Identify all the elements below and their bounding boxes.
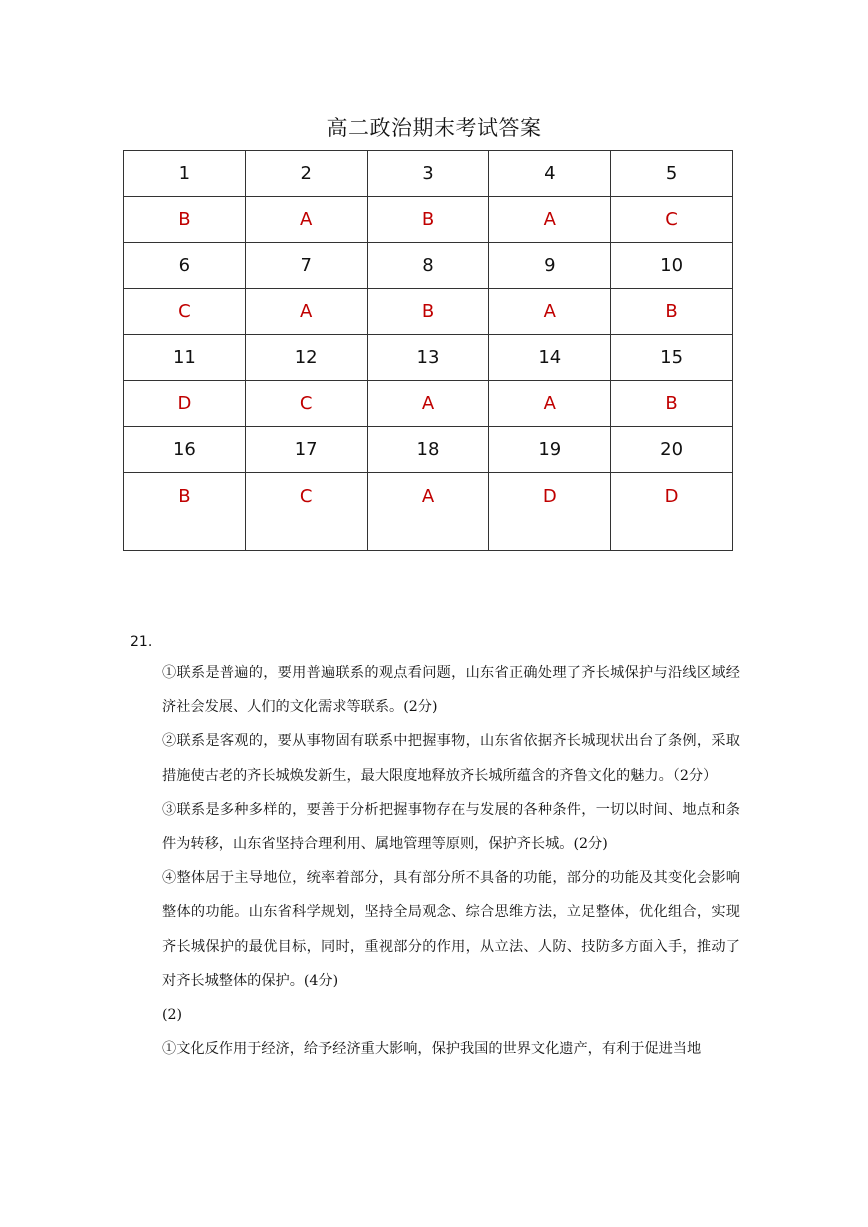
- answer-letter-cell: B: [367, 289, 489, 335]
- answer-letter-cell: C: [124, 289, 246, 335]
- question-number-cell: 4: [489, 151, 611, 197]
- answer-letter-cell: C: [245, 381, 367, 427]
- answer-table: [123, 150, 733, 551]
- answer-key-row: [124, 381, 733, 427]
- question-number-row: [124, 243, 733, 289]
- question-number-cell: 5: [611, 151, 733, 197]
- answer-letter-cell: A: [489, 197, 611, 243]
- question-number-cell: 11: [124, 335, 246, 381]
- question-number-cell: 8: [367, 243, 489, 289]
- question-number-cell: 16: [124, 427, 246, 473]
- question-number-cell: 13: [367, 335, 489, 381]
- answer-letter-cell: D: [611, 473, 733, 551]
- answer-letter-cell: A: [367, 473, 489, 551]
- question-number-cell: 9: [489, 243, 611, 289]
- question-number-cell: 7: [245, 243, 367, 289]
- answer-paragraph: (2): [162, 1007, 183, 1024]
- answer-letter-cell: A: [245, 289, 367, 335]
- question-number: 21.: [130, 634, 153, 650]
- answer-key-row: [124, 197, 733, 243]
- answer-letter-cell: A: [367, 381, 489, 427]
- question-number-cell: 10: [611, 243, 733, 289]
- answer-paragraph: ③联系是多种多样的，要善于分析把握事物存在与发展的各种条件，一切以时间、地点和条件为转移，山东省坚持合理利用、属地管理等原则，保护齐长城。(2分): [162, 801, 740, 853]
- answer-letter-cell: C: [611, 197, 733, 243]
- answer-letter-cell: B: [124, 473, 246, 551]
- question-21-answer: [162, 656, 740, 1066]
- question-number-cell: 19: [489, 427, 611, 473]
- answer-letter-cell: A: [489, 289, 611, 335]
- question-number-cell: 3: [367, 151, 489, 197]
- answer-paragraph: ②联系是客观的，要从事物固有联系中把握事物，山东省依据齐长城现状出台了条例，采取措施使古老的齐长城焕发新生，最大限度地释放齐长城所蕴含的齐鲁文化的魅力。（2分）: [162, 733, 740, 784]
- question-number-cell: 2: [245, 151, 367, 197]
- question-number-cell: 17: [245, 427, 367, 473]
- answer-table-body: [124, 151, 733, 551]
- answer-letter-cell: A: [245, 197, 367, 243]
- question-number-cell: 14: [489, 335, 611, 381]
- question-number-row: [124, 151, 733, 197]
- question-number-cell: 20: [611, 427, 733, 473]
- answer-paragraph: ④整体居于主导地位，统率着部分，具有部分所不具备的功能，部分的功能及其变化会影响整体的功能。山东省科学规划，坚持全局观念、综合思维方法，立足整体，优化组合，实现齐长城保护的最优目标，同时，重视部分的作用，从立法、人防、技防多方面入手，推动了对齐长城整体的保护。(4分): [162, 870, 740, 989]
- answer-letter-cell: B: [124, 197, 246, 243]
- answer-letter-cell: B: [611, 381, 733, 427]
- question-number-cell: 1: [124, 151, 246, 197]
- answer-paragraph: ①联系是普遍的，要用普遍联系的观点看问题，山东省正确处理了齐长城保护与沿线区域经济社会发展、人们的文化需求等联系。(2分): [162, 665, 740, 716]
- answer-letter-cell: A: [489, 381, 611, 427]
- answer-key-row: [124, 289, 733, 335]
- answer-paragraph: ①文化反作用于经济，给予经济重大影响，保护我国的世界文化遗产，有利于促进当地: [162, 1041, 702, 1058]
- answer-key-row: [124, 473, 733, 551]
- question-number-cell: 6: [124, 243, 246, 289]
- page-title: 高二政治期末考试答案: [326, 116, 542, 140]
- answer-letter-cell: B: [367, 197, 489, 243]
- question-number-row: [124, 427, 733, 473]
- question-number-cell: 15: [611, 335, 733, 381]
- question-number-cell: 18: [367, 427, 489, 473]
- question-number-cell: 12: [245, 335, 367, 381]
- answer-letter-cell: B: [611, 289, 733, 335]
- question-number-row: [124, 335, 733, 381]
- answer-letter-cell: C: [245, 473, 367, 551]
- answer-letter-cell: D: [124, 381, 246, 427]
- answer-letter-cell: D: [489, 473, 611, 551]
